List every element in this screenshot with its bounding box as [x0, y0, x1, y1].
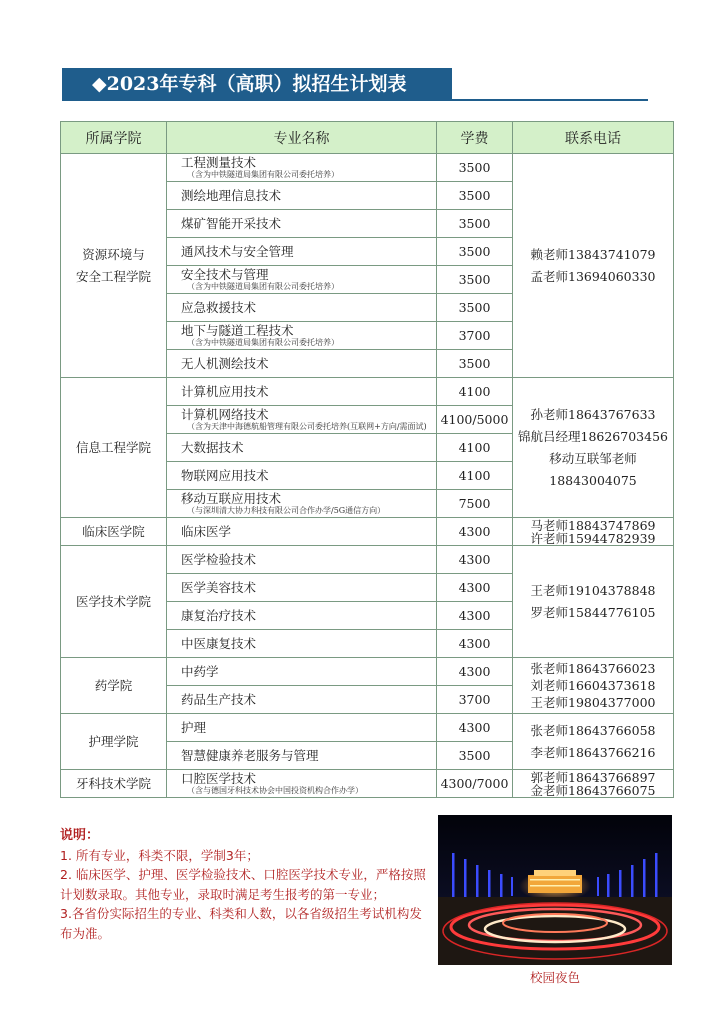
notes-title: 说明： [60, 828, 100, 843]
contact-cell [513, 518, 674, 546]
major-name: 计算机网络技术 [181, 407, 269, 422]
table-row [61, 546, 674, 574]
contact-cell [513, 658, 674, 714]
college-cell [61, 154, 167, 378]
fee-cell: 4100/5000 [437, 406, 513, 434]
major-cell [167, 490, 437, 518]
fee-cell: 4300 [437, 518, 513, 546]
major-name: 康复治疗技术 [181, 607, 257, 623]
contact-line: 孟老师13694060330 [530, 268, 656, 284]
college-name-line: 资源环境与 [82, 246, 145, 262]
column-header-college: 所属学院 [61, 122, 167, 154]
major-cell [167, 714, 437, 742]
page-title: ◆2023年专科（高职）拟招生计划表 [62, 68, 452, 101]
contact-line: 孙老师18643767633 [530, 406, 656, 422]
major-cell [167, 574, 437, 602]
contact-cell [513, 714, 674, 770]
major-cell [167, 658, 437, 686]
fee-cell: 3500 [437, 154, 513, 182]
contact-line: 郭老师18643766897 [530, 769, 656, 785]
major-note: （含为中铁隧道局集团有限公司委托培养） [187, 282, 339, 291]
major-name: 医学美容技术 [181, 579, 257, 595]
table-row [61, 154, 674, 182]
major-note: （含为中铁隧道局集团有限公司委托培养） [187, 338, 339, 347]
contact-line: 刘老师16604373618 [530, 678, 656, 693]
fee-cell: 3500 [437, 210, 513, 238]
major-name: 应急救援技术 [181, 299, 257, 315]
major-note: （含为天津中海德航船管理有限公司委托培养(互联网+方向/需面试) [187, 422, 427, 431]
title-underline [452, 99, 648, 101]
major-cell [167, 602, 437, 630]
fee-cell: 3500 [437, 294, 513, 322]
major-name: 计算机应用技术 [181, 383, 269, 399]
major-cell [167, 350, 437, 378]
contact-line: 马老师18843747869 [530, 517, 656, 533]
table-row [61, 518, 674, 546]
major-name: 无人机测绘技术 [181, 355, 269, 371]
fee-cell: 3500 [437, 350, 513, 378]
major-name: 智慧健康养老服务与管理 [181, 747, 319, 763]
major-cell [167, 294, 437, 322]
notes-section [60, 826, 428, 944]
major-cell [167, 630, 437, 658]
contact-line: 锦航吕经理18626703456 [518, 428, 668, 444]
campus-night-photo [438, 815, 672, 965]
major-name: 大数据技术 [181, 439, 244, 455]
major-cell [167, 266, 437, 294]
college-cell [61, 770, 167, 798]
contact-line: 王老师19104378848 [530, 582, 656, 598]
contact-line: 许老师15944782939 [530, 530, 656, 546]
major-name: 通风技术与安全管理 [181, 243, 294, 259]
table-row [61, 770, 674, 798]
fee-cell: 3500 [437, 742, 513, 770]
column-header-major: 专业名称 [167, 122, 437, 154]
contact-line: 罗老师15844776105 [530, 604, 656, 620]
major-note: （含与德国牙科技术协会中国投资机构合作办学） [187, 786, 363, 795]
major-name: 口腔医学技术 [181, 771, 257, 786]
fee-cell: 4100 [437, 462, 513, 490]
note-item-2: 2. 临床医学、护理、医学检验技术、口腔医学技术专业，严格按照计划数录取。其他专业，录取时满足考生报考的第一专业； [60, 867, 426, 902]
college-name-line: 信息工程学院 [75, 439, 151, 455]
major-cell [167, 238, 437, 266]
major-name: 护理 [181, 719, 207, 735]
contact-cell [513, 546, 674, 658]
major-name: 医学检验技术 [181, 551, 257, 567]
fee-cell: 3700 [437, 322, 513, 350]
major-cell [167, 322, 437, 350]
fee-cell: 3500 [437, 238, 513, 266]
fee-cell: 3700 [437, 686, 513, 714]
column-header-contact: 联系电话 [513, 122, 674, 154]
major-cell [167, 182, 437, 210]
fee-cell: 4100 [437, 434, 513, 462]
college-cell [61, 518, 167, 546]
contact-cell [513, 770, 674, 798]
fee-cell: 4300 [437, 630, 513, 658]
major-cell [167, 518, 437, 546]
fee-cell: 3500 [437, 266, 513, 294]
major-name: 中医康复技术 [181, 635, 257, 651]
major-name: 中药学 [181, 663, 219, 679]
major-name: 安全技术与管理 [181, 267, 269, 282]
fee-cell: 3500 [437, 182, 513, 210]
college-name-line: 医学技术学院 [75, 593, 151, 609]
major-cell [167, 154, 437, 182]
college-name-line: 护理学院 [88, 733, 139, 749]
major-name: 测绘地理信息技术 [181, 187, 282, 203]
college-cell [61, 378, 167, 518]
contact-line: 赖老师13843741079 [530, 246, 656, 262]
major-cell [167, 210, 437, 238]
table-row [61, 714, 674, 742]
contact-cell [513, 378, 674, 518]
major-name: 移动互联应用技术 [181, 491, 282, 506]
fee-cell: 4300 [437, 546, 513, 574]
major-name: 煤矿智能开采技术 [181, 215, 282, 231]
note-item-3: 3.各省份实际招生的专业、科类和人数，以各省级招生考试机构发布为准。 [60, 906, 422, 941]
major-cell [167, 462, 437, 490]
major-note: （与深圳清大协力科技有限公司合作办学/5G通信方向） [187, 506, 386, 515]
college-name-line: 安全工程学院 [75, 268, 151, 284]
college-cell [61, 658, 167, 714]
fee-cell: 4300 [437, 602, 513, 630]
contact-line: 李老师18643766216 [530, 744, 656, 760]
fee-cell: 4300 [437, 574, 513, 602]
major-cell [167, 770, 437, 798]
major-name: 工程测量技术 [181, 155, 257, 170]
table-body [61, 154, 674, 798]
college-cell [61, 546, 167, 658]
major-name: 物联网应用技术 [181, 467, 269, 483]
enrollment-plan-table [60, 121, 674, 798]
major-cell [167, 434, 437, 462]
fee-cell: 4100 [437, 378, 513, 406]
fee-cell: 4300/7000 [437, 770, 513, 798]
major-cell [167, 546, 437, 574]
college-name-line: 牙科技术学院 [75, 775, 151, 791]
contact-line: 移动互联邹老师18843004075 [549, 450, 637, 488]
fee-cell: 4300 [437, 658, 513, 686]
college-name-line: 临床医学院 [82, 523, 145, 539]
photo-caption: 校园夜色 [529, 970, 580, 985]
major-note: （含为中铁隧道局集团有限公司委托培养） [187, 170, 339, 179]
major-name: 药品生产技术 [181, 691, 257, 707]
table-header-row [61, 122, 674, 154]
column-header-fee: 学费 [437, 122, 513, 154]
major-cell [167, 406, 437, 434]
contact-line: 金老师18643766075 [530, 782, 656, 798]
contact-cell [513, 154, 674, 378]
college-name-line: 药学院 [94, 677, 133, 693]
major-cell [167, 686, 437, 714]
major-cell [167, 742, 437, 770]
table-row [61, 378, 674, 406]
college-cell [61, 714, 167, 770]
major-cell [167, 378, 437, 406]
contact-line: 张老师18643766058 [530, 722, 656, 738]
major-name: 临床医学 [181, 523, 232, 539]
fee-cell: 4300 [437, 714, 513, 742]
fee-cell: 7500 [437, 490, 513, 518]
contact-line: 王老师19804377000 [530, 695, 656, 710]
major-name: 地下与隧道工程技术 [181, 323, 294, 338]
table-row [61, 658, 674, 686]
note-item-1: 1. 所有专业，科类不限，学制3年； [60, 847, 259, 863]
contact-line: 张老师18643766023 [530, 661, 656, 676]
